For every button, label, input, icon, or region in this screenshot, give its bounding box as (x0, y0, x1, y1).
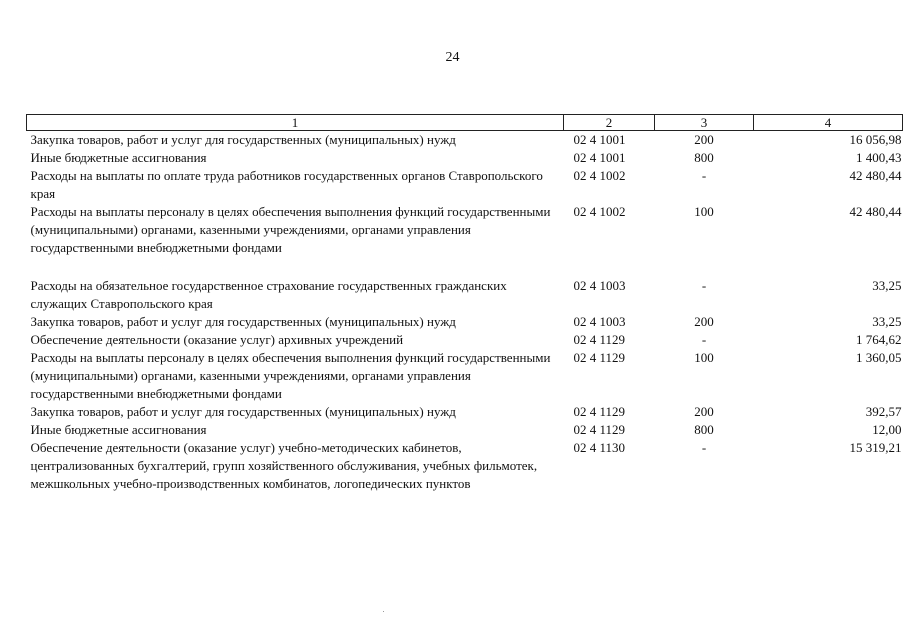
row-name: Обеспечение деятельности (оказание услуг) учебно-методических кабинетов, централизованных бухгалтерий, групп хозяйственного обслуживания, учебных фильмотек, межшкольных учебно-производственных комбинатов, логопедических пунктов (30, 440, 538, 491)
row-sum: 33,25 (872, 314, 902, 329)
row-name: Иные бюджетные ассигнования (30, 150, 207, 165)
page-number: 24 (445, 50, 460, 65)
row-name: Иные бюджетные ассигнования (30, 422, 207, 437)
table-row (27, 277, 903, 313)
row-name: Закупка товаров, работ и услуг для государственных (муниципальных) нужд (30, 404, 456, 419)
header-col-4: 4 (754, 115, 903, 131)
row-name: Расходы на выплаты по оплате труда работников государственных органов Ставропольского края (30, 168, 543, 201)
row-sum: 15 319,21 (849, 440, 902, 455)
table-spacer-row (27, 257, 903, 277)
table-row (27, 403, 903, 421)
spacer-cell (27, 257, 903, 277)
row-sum: 33,25 (872, 278, 902, 293)
budget-table (26, 114, 903, 493)
row-sum: 42 480,44 (849, 204, 902, 219)
row-type: 200 (694, 314, 714, 329)
header-col-2: 2 (564, 115, 655, 131)
row-type: - (701, 332, 707, 347)
row-code: 02 4 1002 (573, 204, 626, 219)
row-name: Расходы на выплаты персоналу в целях обеспечения выполнения функций государственными (муниципальными) органами, казенными учреждениями, органами управления государственными внебюджетными фондами (30, 350, 551, 401)
row-type: - (701, 440, 707, 455)
table-row (27, 149, 903, 167)
row-code: 02 4 1129 (573, 404, 626, 419)
row-type: 100 (694, 204, 714, 219)
row-code: 02 4 1129 (573, 332, 626, 347)
table-row (27, 131, 903, 150)
table-row (27, 331, 903, 349)
row-code: 02 4 1003 (573, 278, 626, 293)
row-type: 800 (694, 150, 714, 165)
header-col-1: 1 (27, 115, 564, 131)
table-row (27, 439, 903, 493)
header-col-3: 3 (655, 115, 754, 131)
row-name: Обеспечение деятельности (оказание услуг) архивных учреждений (30, 332, 404, 347)
row-name: Расходы на выплаты персоналу в целях обеспечения выполнения функций государственными (муниципальными) органами, казенными учреждениями, органами управления государственными внебюджетными фондами (30, 204, 551, 255)
table-row (27, 349, 903, 403)
table-row (27, 421, 903, 439)
row-type: 100 (694, 350, 714, 365)
table-body (27, 131, 903, 494)
row-sum: 1 400,43 (856, 150, 902, 165)
row-type: 200 (694, 404, 714, 419)
row-sum: 42 480,44 (849, 168, 902, 183)
row-type: - (701, 278, 707, 293)
row-code: 02 4 1001 (573, 150, 626, 165)
row-type: 200 (694, 132, 714, 147)
row-sum: 16 056,98 (849, 132, 902, 147)
table-row (27, 313, 903, 331)
row-code: 02 4 1001 (573, 132, 626, 147)
row-code: 02 4 1003 (573, 314, 626, 329)
row-code: 02 4 1002 (573, 168, 626, 183)
row-type: - (701, 168, 707, 183)
row-name: Закупка товаров, работ и услуг для государственных (муниципальных) нужд (30, 132, 456, 147)
table-header-row (27, 115, 903, 131)
row-code: 02 4 1130 (573, 440, 626, 455)
row-sum: 1 764,62 (856, 332, 902, 347)
row-code: 02 4 1129 (573, 350, 626, 365)
row-code: 02 4 1129 (573, 422, 626, 437)
scan-speck (383, 611, 384, 612)
table-row (27, 203, 903, 257)
row-type: 800 (694, 422, 714, 437)
row-name: Закупка товаров, работ и услуг для государственных (муниципальных) нужд (30, 314, 456, 329)
table-row (27, 167, 903, 203)
row-sum: 1 360,05 (856, 350, 902, 365)
row-sum: 392,57 (865, 404, 902, 419)
row-name: Расходы на обязательное государственное страхование государственных гражданских служащих Ставропольского края (30, 278, 507, 311)
table-header (27, 115, 903, 131)
row-sum: 12,00 (872, 422, 902, 437)
